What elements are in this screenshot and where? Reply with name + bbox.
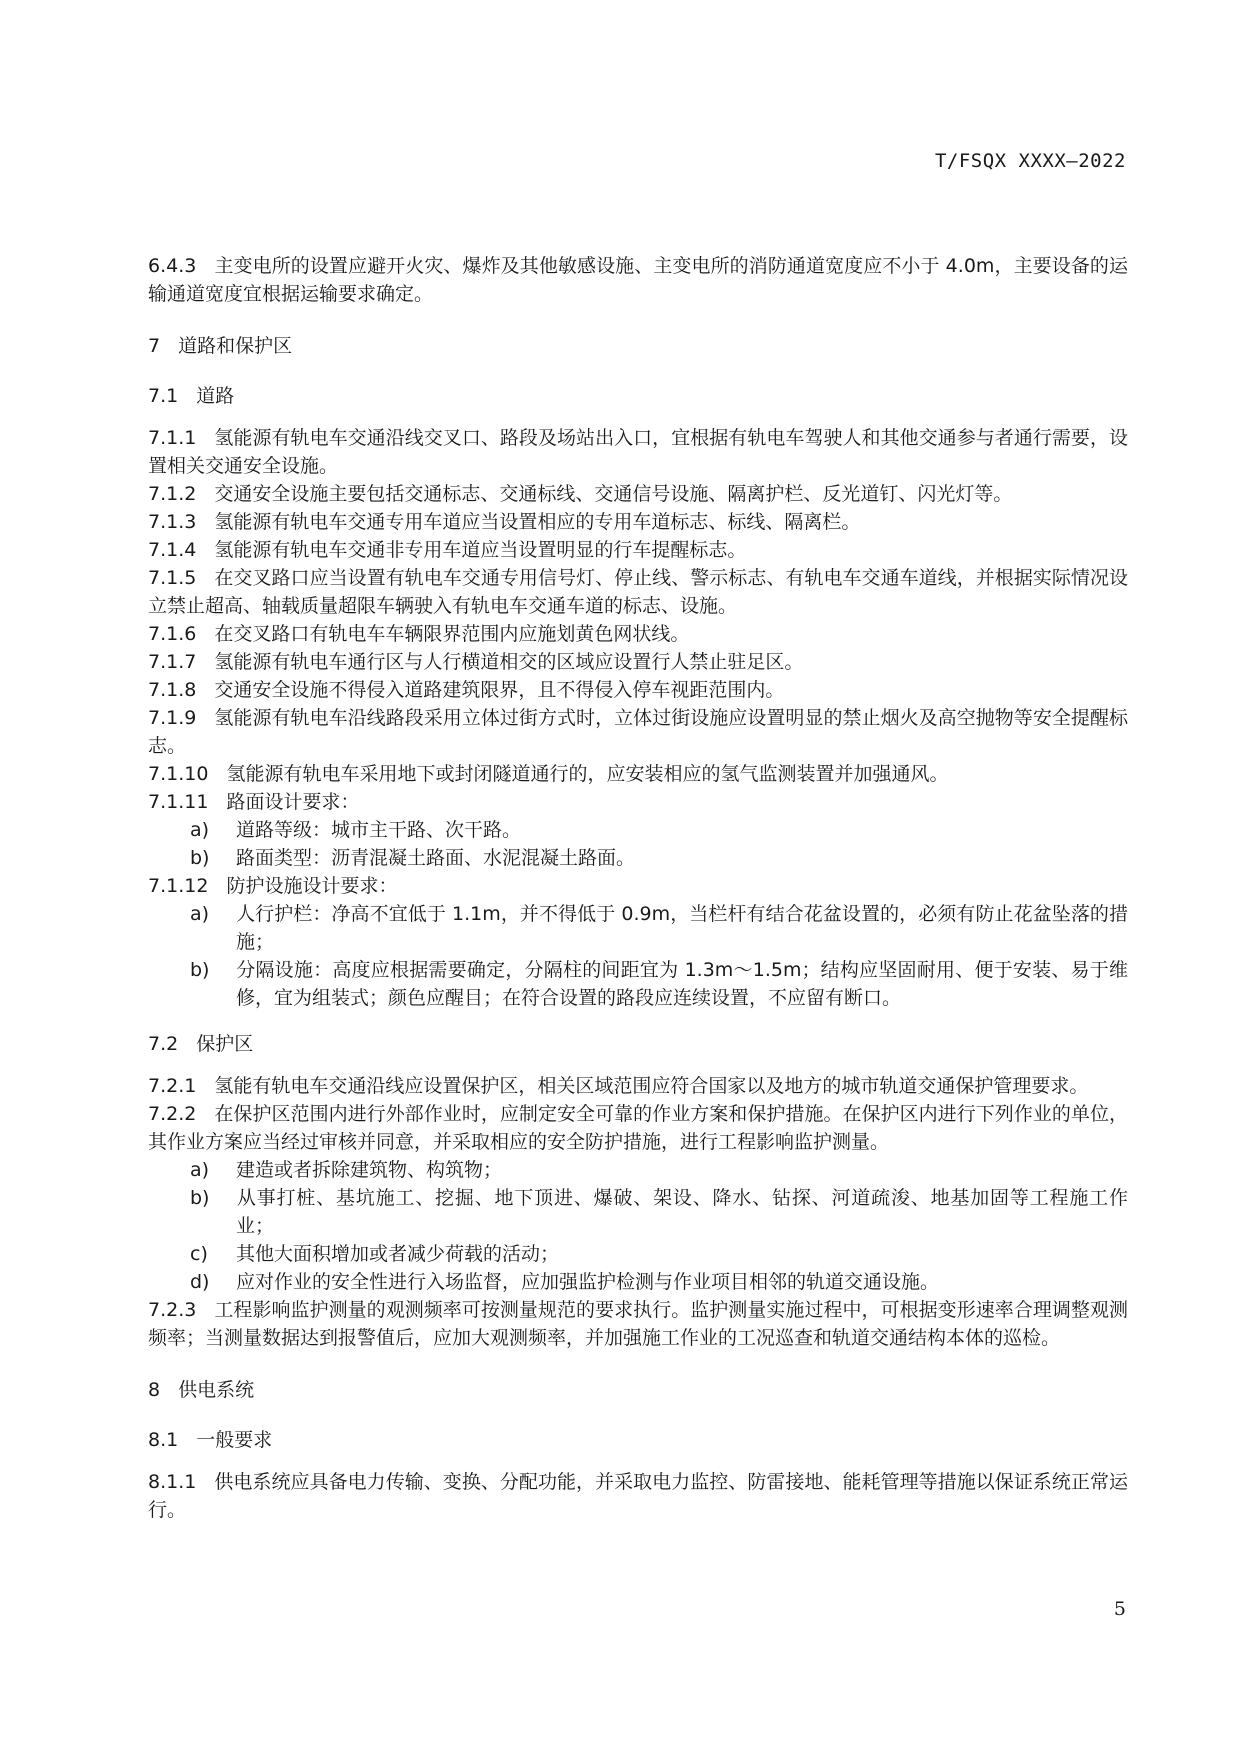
clause-number: 7.1.10 <box>148 763 209 785</box>
clause-text: 交通安全设施主要包括交通标志、交通标线、交通信号设施、隔离护栏、反光道钉、闪光灯等。 <box>214 483 1013 505</box>
list-item <box>148 1240 1128 1268</box>
list-text: 分隔设施：高度应根据需要确定，分隔柱的间距宜为 1.3m～1.5m；结构应坚固耐用、便于安装、易于维修，宜为组装式；颜色应醒目；在符合设置的路段应连续设置，不应留有断口。 <box>236 959 1128 1009</box>
list-text: 从事打桩、基坑施工、挖掘、地下顶进、爆破、架设、降水、钻探、河道疏浚、地基加固等工程施工作业； <box>236 1187 1128 1237</box>
heading-number: 8 <box>148 1379 161 1401</box>
clause-7-1-5 <box>148 564 1128 620</box>
clause-7-1-11 <box>148 788 1128 816</box>
clause-7-2-3 <box>148 1296 1128 1352</box>
list-text: 应对作业的安全性进行入场监督，应加强监护检测与作业项目相邻的轨道交通设施。 <box>236 1271 940 1293</box>
list-item <box>148 1184 1128 1240</box>
document-code: T/FSQX XXXX—2022 <box>934 150 1126 172</box>
list-label: a) <box>190 819 210 841</box>
heading-text: 供电系统 <box>178 1379 255 1401</box>
list-text: 路面类型：沥青混凝土路面、水泥混凝土路面。 <box>236 847 636 869</box>
heading-text: 道路 <box>196 385 235 407</box>
clause-number: 7.1.6 <box>148 623 197 645</box>
clause-7-1-9 <box>148 704 1128 760</box>
heading-7-2 <box>148 1030 1128 1058</box>
list-text: 建造或者拆除建筑物、构筑物； <box>236 1159 503 1181</box>
list-text: 道路等级：城市主干路、次干路。 <box>236 819 522 841</box>
clause-text: 主变电所的设置应避开火灾、爆炸及其他敏感设施、主变电所的消防通道宽度应不小于 4.0m，主要设备的运输通道宽度宜根据运输要求确定。 <box>148 255 1128 305</box>
list-item <box>148 900 1128 956</box>
heading-number: 7.2 <box>148 1033 179 1055</box>
clause-number: 7.1.7 <box>148 651 197 673</box>
clause-text: 在交叉路口应当设置有轨电车交通专用信号灯、停止线、警示标志、有轨电车交通车道线，并根据实际情况设立禁止超高、轴载质量超限车辆驶入有轨电车交通车道的标志、设施。 <box>148 567 1128 617</box>
clause-text: 氢能源有轨电车交通非专用车道应当设置明显的行车提醒标志。 <box>214 539 747 561</box>
clause-text: 在交叉路口有轨电车车辆限界范围内应施划黄色网状线。 <box>214 623 690 645</box>
clause-text: 氢能源有轨电车交通专用车道应当设置相应的专用车道标志、标线、隔离栏。 <box>214 511 861 533</box>
clause-7-1-6 <box>148 620 1128 648</box>
list-item <box>148 1156 1128 1184</box>
list-label: b) <box>190 959 210 981</box>
clause-text: 防护设施设计要求： <box>226 875 398 897</box>
heading-7-1 <box>148 382 1128 410</box>
clause-number: 7.1.12 <box>148 875 209 897</box>
list-item <box>148 1268 1128 1296</box>
heading-8-1 <box>148 1426 1128 1454</box>
heading-number: 7 <box>148 335 161 357</box>
clause-text: 供电系统应具备电力传输、变换、分配功能，并采取电力监控、防雷接地、能耗管理等措施以保证系统正常运行。 <box>148 1471 1128 1521</box>
clause-number: 7.1.4 <box>148 539 197 561</box>
heading-text: 道路和保护区 <box>178 335 293 357</box>
clause-number: 7.1.9 <box>148 707 197 729</box>
clause-text: 氢能源有轨电车采用地下或封闭隧道通行的，应安装相应的氢气监测装置并加强通风。 <box>226 763 949 785</box>
clause-text: 工程影响监护测量的观测频率可按测量规范的要求执行。监护测量实施过程中，可根据变形速率合理调整观测频率；当测量数据达到报警值后，应加大观测频率，并加强施工作业的工况巡查和轨道交通结构本体的巡检。 <box>148 1299 1128 1349</box>
list-label: b) <box>190 847 210 869</box>
list-item <box>148 816 1128 844</box>
list-label: a) <box>190 1159 210 1181</box>
heading-text: 保护区 <box>196 1033 254 1055</box>
clause-7-1-12 <box>148 872 1128 900</box>
clause-text: 氢能源有轨电车交通沿线交叉口、路段及场站出入口，宜根据有轨电车驾驶人和其他交通参与者通行需要，设置相关交通安全设施。 <box>148 427 1128 477</box>
heading-text: 一般要求 <box>196 1429 273 1451</box>
clause-number: 8.1.1 <box>148 1471 197 1493</box>
clause-7-1-8 <box>148 676 1128 704</box>
clause-number: 7.1.3 <box>148 511 197 533</box>
clause-7-1-3 <box>148 508 1128 536</box>
spacer <box>148 1012 1128 1030</box>
clause-text: 氢能源有轨电车沿线路段采用立体过街方式时，立体过街设施应设置明显的禁止烟火及高空抛物等安全提醒标志。 <box>148 707 1128 757</box>
clause-number: 7.1.2 <box>148 483 197 505</box>
clause-number: 7.1.8 <box>148 679 197 701</box>
heading-8 <box>148 1376 1128 1404</box>
list-label: d) <box>190 1271 210 1293</box>
heading-7 <box>148 332 1128 360</box>
clause-text: 氢能有轨电车交通沿线应设置保护区，相关区域范围应符合国家以及地方的城市轨道交通保护管理要求。 <box>214 1075 1089 1097</box>
clause-8-1-1 <box>148 1468 1128 1524</box>
clause-text: 氢能源有轨电车通行区与人行横道相交的区域应设置行人禁止驻足区。 <box>214 651 804 673</box>
clause-number: 7.2.1 <box>148 1075 197 1097</box>
list-text: 其他大面积增加或者减少荷载的活动； <box>236 1243 560 1265</box>
list-item <box>148 956 1128 1012</box>
clause-7-1-4 <box>148 536 1128 564</box>
clause-text: 交通安全设施不得侵入道路建筑限界，且不得侵入停车视距范围内。 <box>214 679 785 701</box>
clause-text: 路面设计要求： <box>226 791 360 813</box>
clause-number: 7.1.5 <box>148 567 197 589</box>
clause-7-2-2 <box>148 1100 1128 1156</box>
heading-number: 8.1 <box>148 1429 179 1451</box>
document-body <box>148 252 1128 1524</box>
clause-number: 7.2.2 <box>148 1103 197 1125</box>
list-item <box>148 844 1128 872</box>
clause-number: 7.1.1 <box>148 427 197 449</box>
clause-7-1-10 <box>148 760 1128 788</box>
clause-7-1-1 <box>148 424 1128 480</box>
list-label: a) <box>190 903 210 925</box>
clause-6-4-3 <box>148 252 1128 308</box>
list-text: 人行护栏：净高不宜低于 1.1m，并不得低于 0.9m，当栏杆有结合花盆设置的，必须有防止花盆坠落的措施； <box>236 903 1128 953</box>
clause-7-1-7 <box>148 648 1128 676</box>
clause-number: 7.2.3 <box>148 1299 197 1321</box>
clause-text: 在保护区范围内进行外部作业时，应制定安全可靠的作业方案和保护措施。在保护区内进行下列作业的单位，其作业方案应当经过审核并同意，并采取相应的安全防护措施，进行工程影响监护测量。 <box>148 1103 1128 1153</box>
clause-number: 6.4.3 <box>148 255 197 277</box>
list-label: b) <box>190 1187 210 1209</box>
heading-number: 7.1 <box>148 385 179 407</box>
clause-number: 7.1.11 <box>148 791 209 813</box>
clause-7-1-2 <box>148 480 1128 508</box>
list-label: c) <box>190 1243 208 1265</box>
page-number: 5 <box>1113 1598 1126 1620</box>
clause-7-2-1 <box>148 1072 1128 1100</box>
